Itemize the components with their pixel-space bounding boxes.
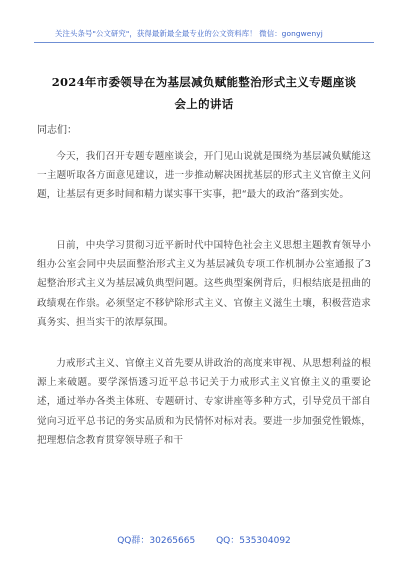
title-line-1: 2024年市委领导在为基层减负赋能整治形式主义专题座谈	[51, 75, 357, 89]
title-line-2: 会上的讲话	[174, 97, 234, 111]
header-banner: 关注头条号"公文研究"，获得最新最全最专业的公文资料库！ 微信：gongwenyj	[55, 29, 323, 38]
footer-qq-group: QQ群：30265665	[117, 536, 196, 546]
footer-qq-number: QQ：535304092	[216, 536, 291, 546]
body-paragraph-2: 日前，中央学习贯彻习近平新时代中国特色社会主义思想主题教育领导小组办公室会同中央层面整治形式主义为基层减负专项工作机制办公室通报了3起整治形式主义为基层减负典型问题。这些典型案例背后，归根结底是扭曲的政绩观在作祟。必须坚定不移铲除形式主义、官僚主义滋生土壤，积极营造求真务实、担当实干的浓厚氛围。	[37, 240, 371, 328]
body-paragraph-1: 今天，我们召开专题专题座谈会，开门见山说就是围绕为基层减负赋能这一主题听取各方面意见建议，进一步推动解决困扰基层的形式主义官僚主义问题，让基层有更多时间和精力谋实事干实事，把“最大的政治”落到实处。	[37, 151, 371, 201]
header-divider	[34, 42, 374, 43]
document-title	[40, 71, 368, 115]
salutation: 同志们：	[37, 125, 77, 136]
footer-contact	[0, 533, 408, 546]
body-paragraph-3: 力戒形式主义、官僚主义首先要从讲政治的高度来审视、从思想利益的根源上来破题。要学深悟透习近平总书记关于力戒形式主义官僚主义的重要论述，通过举办各类主体班、专题研讨、专家讲座等多种方式，引导党员干部自觉向习近平总书记的务实品质和为民情怀对标对表。要进一步加强党性锻炼，把理想信念教育贯穿领导班子和干	[37, 358, 371, 446]
